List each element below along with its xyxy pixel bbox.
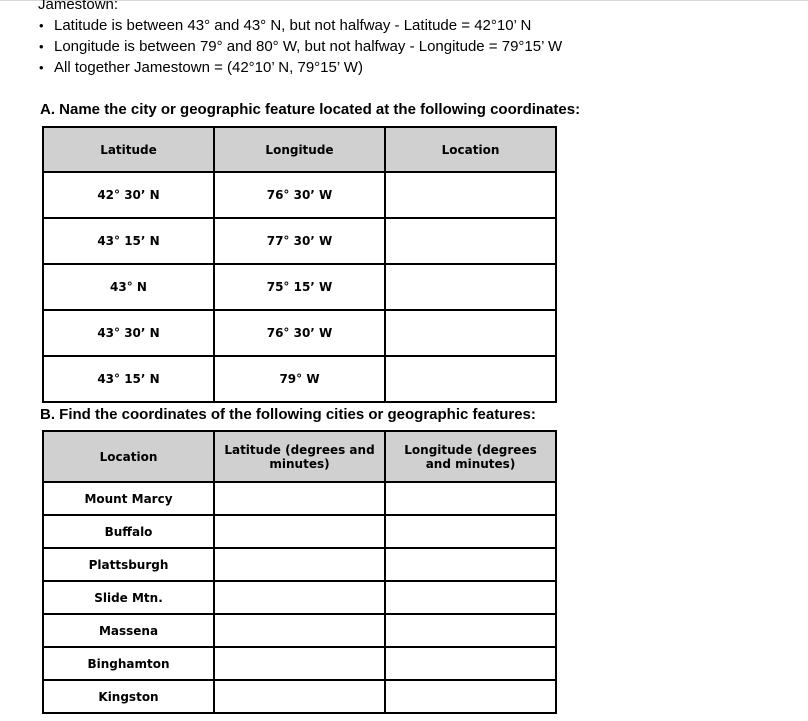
cell-latitude-answer[interactable] xyxy=(214,581,385,614)
cell-location: Slide Mtn. xyxy=(43,581,214,614)
cell-longitude: 76° 30’ W xyxy=(214,172,385,218)
section-a-table xyxy=(42,126,557,403)
section-a-heading: A. Name the city or geographic feature located at the following coordinates: xyxy=(40,101,581,118)
bullet-combined xyxy=(38,57,562,78)
intro-bullet-list xyxy=(38,15,562,78)
cell-location: Binghamton xyxy=(43,647,214,680)
header-location: Location xyxy=(385,127,556,172)
bullet-dot: • xyxy=(39,18,44,33)
cell-latitude-answer[interactable] xyxy=(214,680,385,713)
cell-latitude: 43° 15’ N xyxy=(43,356,214,402)
table-row xyxy=(43,548,556,581)
table-header-row xyxy=(43,431,556,482)
cell-latitude-answer[interactable] xyxy=(214,548,385,581)
table-row xyxy=(43,482,556,515)
cell-longitude-answer[interactable] xyxy=(385,647,556,680)
bullet-dot: • xyxy=(39,39,44,54)
table-row xyxy=(43,515,556,548)
cell-latitude-answer[interactable] xyxy=(214,647,385,680)
intro-title: Jamestown: xyxy=(38,0,119,13)
page-top-edge xyxy=(0,0,808,1)
header-latitude: Latitude (degrees and minutes) xyxy=(214,431,385,482)
table-row xyxy=(43,614,556,647)
table-row xyxy=(43,581,556,614)
table-row xyxy=(43,680,556,713)
header-location: Location xyxy=(43,431,214,482)
cell-latitude-answer[interactable] xyxy=(214,515,385,548)
table-header-row xyxy=(43,127,556,172)
cell-location-answer[interactable] xyxy=(385,310,556,356)
table-row xyxy=(43,356,556,402)
bullet-text: All together Jamestown = (42°10’ N, 79°15’ W) xyxy=(54,59,363,76)
cell-latitude: 43° N xyxy=(43,264,214,310)
cell-latitude: 43° 15’ N xyxy=(43,218,214,264)
bullet-text: Longitude is between 79° and 80° W, but not halfway - Longitude = 79°15’ W xyxy=(54,38,563,55)
cell-location: Plattsburgh xyxy=(43,548,214,581)
bullet-dot: • xyxy=(39,60,44,75)
header-longitude: Longitude xyxy=(214,127,385,172)
cell-latitude: 43° 30’ N xyxy=(43,310,214,356)
cell-longitude-answer[interactable] xyxy=(385,680,556,713)
cell-longitude: 75° 15’ W xyxy=(214,264,385,310)
cell-latitude: 42° 30’ N xyxy=(43,172,214,218)
cell-latitude-answer[interactable] xyxy=(214,482,385,515)
table-row xyxy=(43,172,556,218)
cell-location-answer[interactable] xyxy=(385,172,556,218)
cell-location: Buffalo xyxy=(43,515,214,548)
table-row xyxy=(43,218,556,264)
table-row xyxy=(43,647,556,680)
bullet-text: Latitude is between 43° and 43° N, but not halfway - Latitude = 42°10’ N xyxy=(54,17,532,34)
cell-location: Kingston xyxy=(43,680,214,713)
cell-longitude-answer[interactable] xyxy=(385,581,556,614)
cell-location-answer[interactable] xyxy=(385,264,556,310)
cell-longitude-answer[interactable] xyxy=(385,548,556,581)
cell-longitude: 77° 30’ W xyxy=(214,218,385,264)
cell-location: Mount Marcy xyxy=(43,482,214,515)
cell-longitude-answer[interactable] xyxy=(385,482,556,515)
header-longitude: Longitude (degrees and minutes) xyxy=(385,431,556,482)
cell-longitude: 76° 30’ W xyxy=(214,310,385,356)
cell-longitude-answer[interactable] xyxy=(385,515,556,548)
section-b-heading: B. Find the coordinates of the following cities or geographic features: xyxy=(40,406,536,423)
cell-location: Massena xyxy=(43,614,214,647)
table-row xyxy=(43,310,556,356)
section-b-table xyxy=(42,430,557,714)
bullet-latitude xyxy=(38,15,562,36)
cell-longitude-answer[interactable] xyxy=(385,614,556,647)
bullet-longitude xyxy=(38,36,562,57)
cell-latitude-answer[interactable] xyxy=(214,614,385,647)
table-row xyxy=(43,264,556,310)
cell-location-answer[interactable] xyxy=(385,356,556,402)
header-latitude: Latitude xyxy=(43,127,214,172)
cell-longitude: 79° W xyxy=(214,356,385,402)
cell-location-answer[interactable] xyxy=(385,218,556,264)
